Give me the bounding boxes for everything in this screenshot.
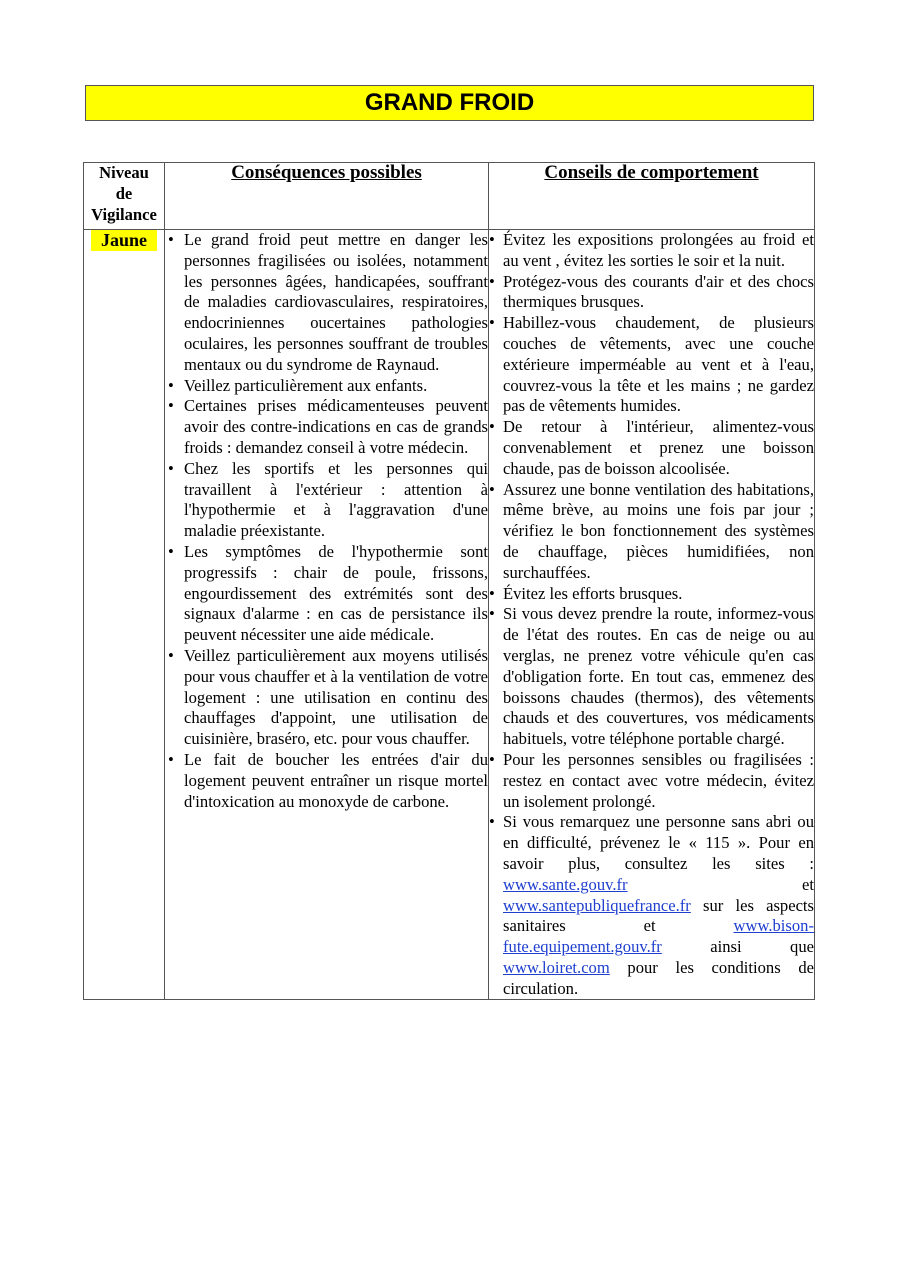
list-item-links	[489, 812, 814, 999]
list-item: • Veillez particulièrement aux enfants.	[165, 376, 488, 397]
list-item: • Protégez-vous des courants d'air et des chocs thermiques brusques.	[489, 272, 814, 314]
header-level	[84, 163, 165, 230]
header-advice	[489, 163, 815, 230]
links-intro-text: Si vous remarquez une personne sans abri ou en difficulté, prévenez le « 115 ». Pour en savoir plus, consultez les sites :	[503, 812, 814, 873]
list-item: • Chez les sportifs et les personnes qui travaillent à l'extérieur : attention à l'hypothermie et à l'aggravation d'une maladie préexistante.	[165, 459, 488, 542]
header-level-line1: Niveau	[99, 163, 149, 182]
list-item: • Évitez les expositions prolongées au froid et au vent , évitez les sorties le soir et la nuit.	[489, 230, 814, 272]
links-separator: ainsi que	[661, 937, 814, 957]
level-cell	[84, 230, 165, 1000]
advice-cell	[489, 230, 815, 1000]
level-badge: Jaune	[91, 230, 157, 251]
list-item: • Le fait de boucher les entrées d'air du logement peuvent entraîner un risque mortel d'intoxication au monoxyde de carbone.	[165, 750, 488, 812]
link-sante-gouv[interactable]: www.sante.gouv.fr	[503, 874, 628, 894]
header-consequences-label: Conséquences possibles	[231, 162, 422, 183]
list-item: • Pour les personnes sensibles ou fragilisées : restez en contact avec votre médecin, évitez un isolement prolongé.	[489, 750, 814, 812]
consequences-cell	[165, 230, 489, 1000]
advice-list	[489, 230, 814, 999]
header-level-line3: Vigilance	[91, 204, 157, 224]
list-item: • Certaines prises médicamenteuses peuvent avoir des contre-indications en cas de grands froids : demandez conseil à votre médecin.	[165, 396, 488, 458]
vigilance-table	[83, 162, 815, 1000]
link-loiret[interactable]: www.loiret.com	[503, 957, 610, 977]
page-title: GRAND FROID	[85, 85, 814, 121]
list-item: • Le grand froid peut mettre en danger les personnes fragilisées ou isolées, notamment les personnes âgées, handicapées, souffrant de maladies cardiovasculaires, respiratoires, endocriniennes oucertaines pathologies oculaires, les personnes souffrant de troubles mentaux ou du syndrome de Raynaud.	[165, 230, 488, 376]
header-advice-label: Conseils de comportement	[544, 162, 759, 183]
table-row	[84, 230, 815, 1000]
links-separator: et	[627, 874, 814, 894]
list-item: • De retour à l'intérieur, alimentez-vous convenablement et prenez une boisson chaude, pas de boisson alcoolisée.	[489, 417, 814, 479]
header-level-line2: de	[115, 183, 133, 203]
list-item: • Évitez les efforts brusques.	[489, 584, 814, 605]
link-santepubliquefrance[interactable]: www.santepubliquefrance.fr	[503, 895, 691, 915]
list-item: • Assurez une bonne ventilation des habitations, même brève, au moins une fois par jour ; vérifiez le bon fonctionnement des systèmes de chauffage, pièces humidifiées, non surchauffées.	[489, 480, 814, 584]
list-item: • Habillez-vous chaudement, de plusieurs couches de vêtements, avec une couche extérieure imperméable au vent et à l'eau, couvrez-vous la tête et les mains ; ne gardez pas de vêtements humides.	[489, 313, 814, 417]
consequences-list	[165, 230, 488, 812]
table-header-row	[84, 163, 815, 230]
links-separator: sur les aspects sanitaires et	[503, 895, 814, 936]
link-bison-fute[interactable]: www.bison-fute.equipement.gouv.fr	[503, 916, 814, 957]
list-item: • Si vous devez prendre la route, informez-vous de l'état des routes. En cas de neige ou au verglas, ne prenez votre véhicule qu'en cas d'obligation forte. En tout cas, emmenez des boissons chaudes (thermos), des vêtements chauds et des couvertures, vos médicaments habituels, votre téléphone portable chargé.	[489, 604, 814, 750]
header-consequences	[165, 163, 489, 230]
list-item: • Veillez particulièrement aux moyens utilisés pour vous chauffer et à la ventilation de votre logement : une utilisation en continu des chauffages d'appoint, une utilisation de cuisinière, braséro, etc. pour vous chauffer.	[165, 646, 488, 750]
links-outro-text: pour les conditions de circulation.	[503, 957, 814, 998]
list-item: • Les symptômes de l'hypothermie sont progressifs : chair de poule, frissons, engourdissement des extrémités sont des signaux d'alarme : en cas de persistance ils peuvent nécessiter une aide médicale.	[165, 542, 488, 646]
